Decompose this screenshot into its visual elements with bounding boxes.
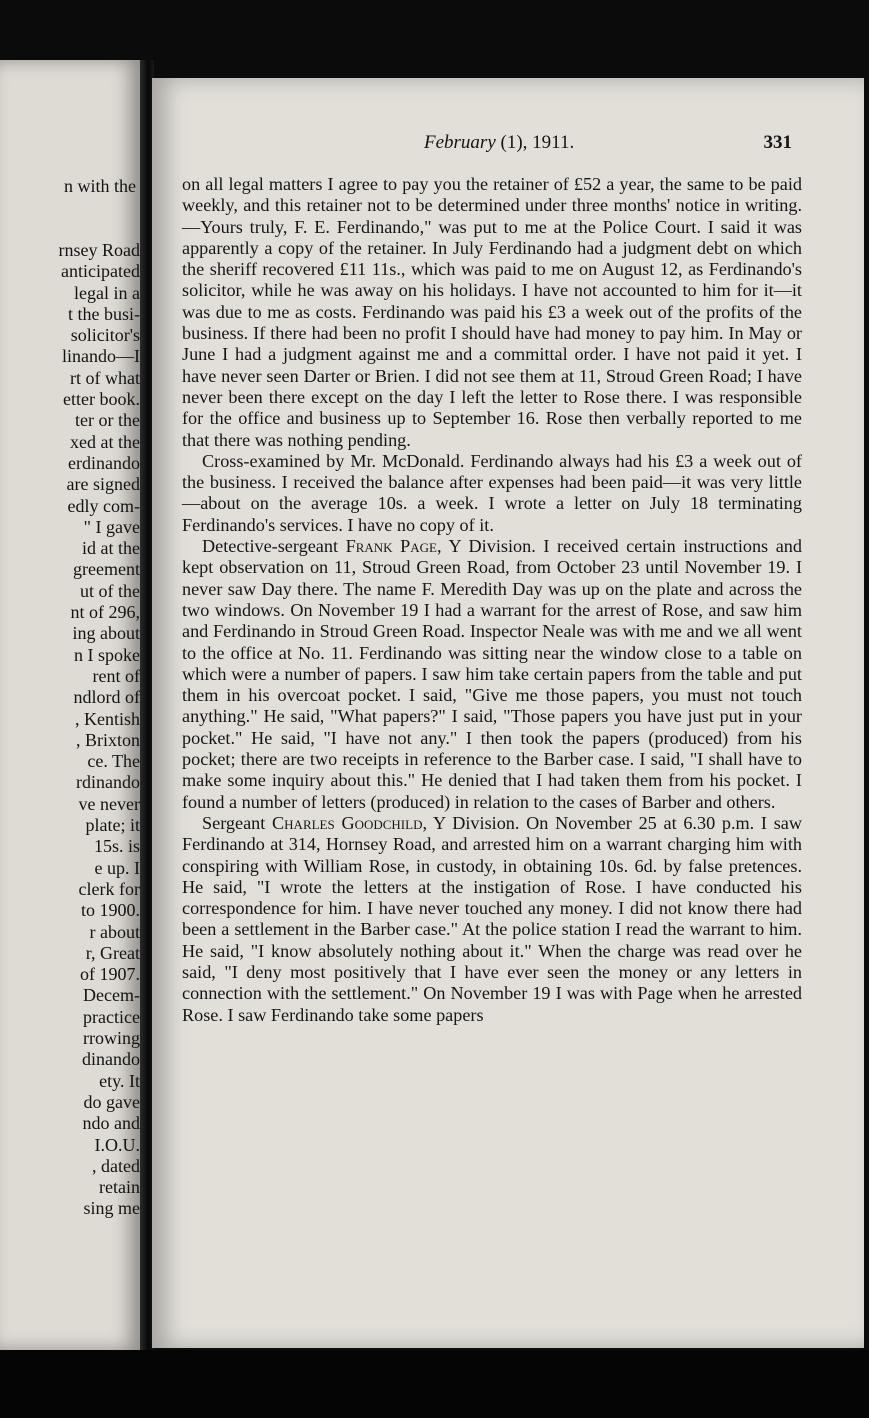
facing-page-line: erdinando xyxy=(68,452,140,473)
facing-page-line: edly com- xyxy=(67,495,140,516)
facing-page-line: sing me xyxy=(83,1198,140,1219)
facing-page-line: rrowing xyxy=(83,1028,140,1048)
facing-page-line: anticipated xyxy=(61,261,140,282)
facing-page-line: plate; it xyxy=(85,815,140,835)
facing-page-line: rdinando xyxy=(76,772,140,793)
facing-page-line: ndlord of xyxy=(73,687,140,708)
facing-page-line: xed at the xyxy=(70,431,140,452)
facing-page-line: 15s. is xyxy=(93,836,140,857)
facing-page-line: rent of xyxy=(92,665,140,686)
witness-name: Charles Goodchild xyxy=(272,812,423,833)
running-head: February (1), 1911. xyxy=(424,132,575,153)
book-page xyxy=(152,78,864,1348)
facing-page xyxy=(0,60,140,1350)
facing-page-line: " I gave xyxy=(83,516,140,537)
scan-border xyxy=(0,1350,869,1418)
facing-page-line: linando—I xyxy=(62,346,140,367)
facing-page-line: rt of what xyxy=(70,367,140,388)
facing-page-line: clerk for xyxy=(78,878,140,899)
facing-page-line: of 1907. xyxy=(80,964,140,985)
facing-page-line: , dated xyxy=(92,1155,140,1176)
facing-page-line: n with the xyxy=(64,176,136,196)
facing-page-line: are signed xyxy=(66,474,140,495)
facing-page-line: Decem- xyxy=(83,985,140,1006)
facing-page-line: ndo and xyxy=(82,1113,140,1134)
witness-name: Frank Page xyxy=(345,536,437,557)
facing-page-line: ut of the xyxy=(80,580,140,601)
facing-page-line: solicitor's xyxy=(70,325,140,346)
facing-page-line: retain xyxy=(99,1177,140,1198)
facing-page-line: e up. I xyxy=(94,857,140,878)
facing-page-line: ing about xyxy=(72,623,140,644)
facing-page-line: id at the xyxy=(82,538,140,559)
facing-page-line: ce. The xyxy=(87,751,140,772)
facing-page-line: dinando xyxy=(82,1049,140,1070)
facing-page-line: I.O.U. xyxy=(94,1134,140,1155)
facing-page-line: t the busi- xyxy=(68,303,140,324)
facing-page-line: do gave xyxy=(83,1091,140,1112)
facing-page-line: etter book. xyxy=(63,389,140,409)
facing-page-line: practice xyxy=(83,1006,140,1027)
facing-page-line: r, Great xyxy=(85,942,140,963)
page-header xyxy=(152,132,864,158)
facing-page-line: to 1900. xyxy=(80,900,140,921)
facing-page-line: ter or the xyxy=(75,410,140,431)
page-number: 331 xyxy=(763,132,792,153)
paragraph: on all legal matters I agree to pay you the retainer of £52 a year, the same to be paid weekly, and this retainer not to be determined under three months' notice in writing.—Yours truly, F. E. Ferdinando," was put to me at the Police Court. I said it was apparently a copy of the retainer. In July Ferdinando had a judgment debt on which the sheriff recovered £11 11s., which was paid to me on August 12, as Ferdinando's solicitor, while he was away on his holidays. I have not accounted to him for it—it was due to me as costs. Ferdinando was paid his £3 a week out of the profits of the business. If there had been no profit I should have had money to pay him. In May or June I had a judgment against me and a committal order. I have not paid it yet. I have never seen Darter or Brien. I did not see them at 11, Stroud Green Road; I have never been there except on the day I left the letter to Rose there. I was responsible for the office and business up to September 16. Rose then verbally reported to me that there was nothing pending. xyxy=(182,174,802,450)
facing-page-line: ve never xyxy=(78,793,140,814)
facing-page-line: , Brixton xyxy=(75,729,140,750)
facing-page-line: nt of 296, xyxy=(70,602,140,622)
facing-page-line: legal in a xyxy=(74,282,140,303)
facing-page-line: greement xyxy=(73,559,140,580)
paragraph: Cross-examined by Mr. McDonald. Ferdinando always had his £3 a week out of the business. I received the balance after expenses had been paid—it was very little—about on the average 10s. a week. I wrote a letter on July 18 terminating Ferdinando's services. I have no copy of it. xyxy=(182,450,802,535)
facing-page-line: ety. It xyxy=(99,1070,140,1091)
facing-page-line: rnsey Road xyxy=(58,239,140,260)
facing-page-line: n I spoke xyxy=(74,644,140,665)
page-body xyxy=(182,174,802,1026)
paragraph: Detective-sergeant Frank Page, Y Division. I received certain instructions and kept observation on 11, Stroud Green Road, from October 23 until November 19. I never saw Day there. The name F. Meredith Day was up on the plate and across the two windows. On November 19 I had a warrant for the arrest of Rose, and saw him and Ferdinando in Stroud Green Road. Inspector Neale was with me and we all went to the office at No. 11. Ferdinando was sitting near the window close to a table on which were a number of papers. I saw him take certain papers from the table and put them in his overcoat pocket. I said, "Give me those papers, you must not touch anything." He said, "What papers?" I said, "Those papers you have just put in your pocket." He said, "I have not any." I then took the papers (produced) from his pocket; there are two receipts in reference to the Barber case. I said, "I shall have to make some inquiry about this." He denied that I had taken them from his pocket. I found a number of letters (produced) in relation to the cases of Barber and others. xyxy=(182,536,802,812)
facing-page-line: , Kentish xyxy=(75,708,140,729)
facing-page-line: r about xyxy=(89,921,140,942)
paragraph: Sergeant Charles Goodchild, Y Division. On November 25 at 6.30 p.m. I saw Ferdinando at 314, Hornsey Road, and arrested him on a warrant charging him with conspiring with William Rose, in custody, in obtaining 10s. 6d. by false pretences. He said, "I wrote the letters at the instigation of Rose. I have conducted his correspondence for him. I have never touched any money. I did not know there had been a settlement in the Barber case." At the police station I read the warrant to him. He said, "I know absolutely nothing about it." When the charge was read over he said, "I deny most positively that I have ever seen the money or any letters in connection with the settlement." On November 19 I was with Page when he arrested Rose. I saw Ferdinando take some papers xyxy=(182,812,802,1025)
